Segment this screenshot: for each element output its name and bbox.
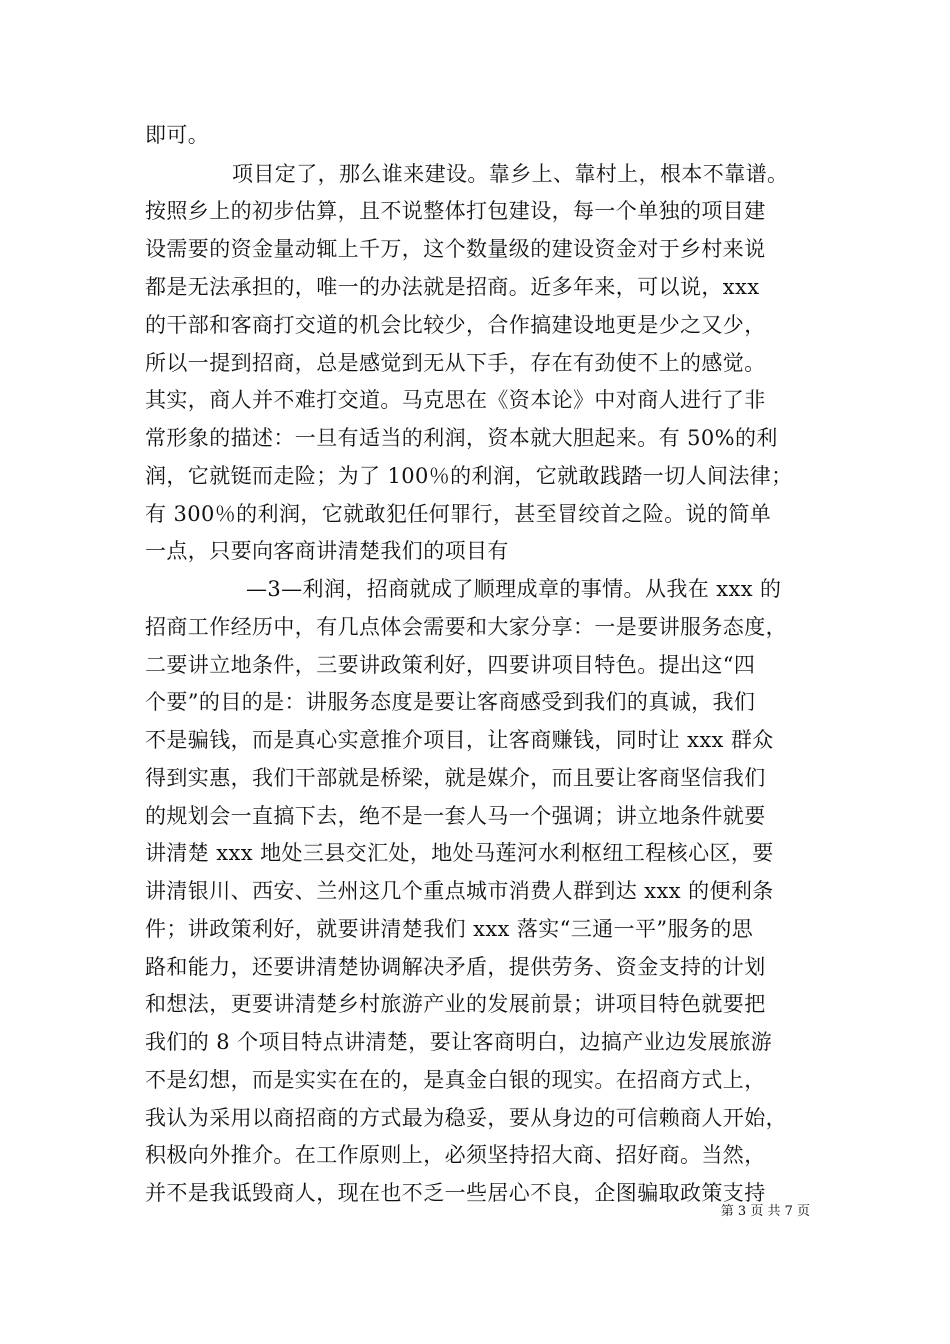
text-line-21: 讲清银川、西安、兰州这几个重点城市消费人群到达 xxx 的便利条 [145, 879, 774, 903]
text-line-3: 按照乡上的初步估算，且不说整体打包建设，每一个单独的项目建 [145, 199, 766, 223]
text-line-6: 的干部和客商打交道的机会比较少，合作搞建设地更是少之又少， [145, 313, 766, 337]
text-line-19: 的规划会一直搞下去，绝不是一套人马一个强调；讲立地条件就要 [145, 804, 766, 828]
text-line-25: 我们的 8 个项目特点讲清楚，要让客商明白，边搞产业边发展旅游 [145, 1030, 773, 1054]
text-line-27: 我认为采用以商招商的方式最为稳妥，要从身边的可信赖商人开始， [145, 1106, 787, 1130]
text-line-16: 个要”的目的是：讲服务态度是要让客商感受到我们的真诚，我们 [145, 690, 756, 714]
text-line-29: 并不是我诋毁商人，现在也不乏一些居心不良，企图骗取政策支持 [145, 1181, 766, 1205]
text-line-2: 项目定了，那么谁来建设。靠乡上、靠村上，根本不靠谱。 [232, 162, 789, 186]
text-line-8: 其实，商人并不难打交道。马克思在《资本论》中对商人进行了非 [145, 388, 766, 412]
text-line-11: 有 300％的利润，它就敢犯任何罪行，甚至冒绞首之险。说的简单 [145, 502, 772, 526]
text-line-18: 得到实惠，我们干部就是桥梁，就是媒介，而且要让客商坚信我们 [145, 766, 766, 790]
text-line-15: 二要讲立地条件，三要讲政策利好，四要讲项目特色。提出这“四 [145, 653, 756, 677]
page-number-footer: 第 3 页 共 7 页 [720, 1204, 810, 1219]
text-line-14: 招商工作经历中，有几点体会需要和大家分享：一是要讲服务态度， [145, 615, 787, 639]
text-line-9: 常形象的描述：一旦有适当的利润，资本就大胆起来。有 50%的利 [145, 426, 778, 450]
text-line-26: 不是幻想，而是实实在在的，是真金白银的现实。在招商方式上， [145, 1068, 766, 1092]
text-line-12: 一点，只要向客商讲清楚我们的项目有 [145, 539, 509, 563]
text-line-24: 和想法，更要讲清楚乡村旅游产业的发展前景；讲项目特色就要把 [145, 992, 766, 1016]
text-line-5: 都是无法承担的，唯一的办法就是招商。近多年来，可以说，xxx [145, 275, 760, 299]
text-line-17: 不是骗钱，而是真心实意推介项目，让客商赚钱，同时让 xxx 群众 [145, 728, 774, 752]
text-line-4: 设需要的资金量动辄上千万，这个数量级的建设资金对于乡村来说 [145, 237, 766, 261]
text-line-22: 件；讲政策利好，就要讲清楚我们 xxx 落实“三通一平”服务的思 [145, 917, 754, 941]
text-line-1: 即可。 [145, 123, 210, 147]
text-line-20: 讲清楚 xxx 地处三县交汇处，地处马莲河水利枢纽工程核心区，要 [145, 841, 774, 865]
text-line-10: 润，它就铤而走险；为了 100％的利润，它就敢践踏一切人间法律； [145, 464, 793, 488]
text-line-23: 路和能力，还要讲清楚协调解决矛盾，提供劳务、资金支持的计划 [145, 955, 766, 979]
text-line-7: 所以一提到招商，总是感觉到无从下手，存在有劲使不上的感觉。 [145, 351, 766, 375]
text-line-13: —3—利润，招商就成了顺理成章的事情。从我在 xxx 的 [246, 577, 782, 601]
text-line-28: 积极向外推介。在工作原则上，必须坚持招大商、招好商。当然， [145, 1143, 766, 1167]
